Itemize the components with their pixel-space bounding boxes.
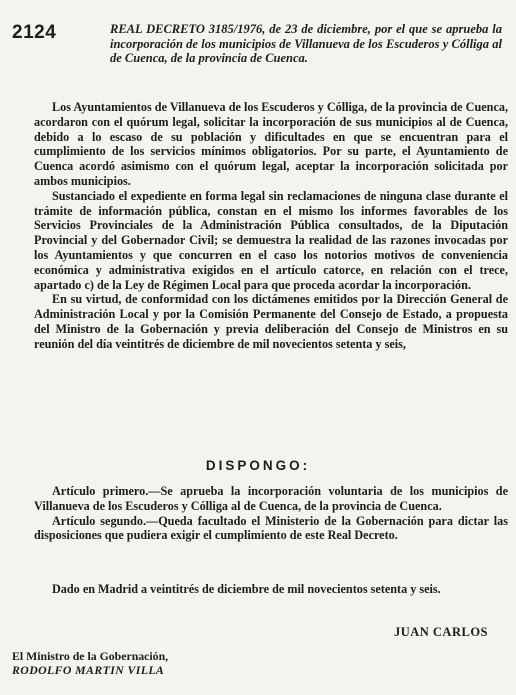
minister-name: RODOLFO MARTIN VILLA	[12, 662, 165, 677]
decree-number: 2124	[12, 22, 57, 43]
paragraph: Sustanciado el expediente en forma legal sin reclamaciones de ninguna clase durante el trámite de información pública, constan en el mismo los informes favorables de los Servicios Provinciales de la Administración Pública consultados, de la Diputación Provincial y del Gobernador Civil; se demuestra la realidad de las razones invocadas por los Ayuntamientos y que concurren en el caso los notorios motivos de conveniencia económica y administrativa exigidos en el artículo catorce, en relación con el trece, apartado c) de la Ley de Régimen Local para que proceda acordar la incorporación.	[34, 188, 508, 292]
article: Artículo primero.—Se aprueba la incorporación voluntaria de los municipios de Villanueva de los Escuderos y Cólliga al de Cuenca, de la provincia de Cuenca.	[34, 484, 508, 513]
articles	[34, 484, 508, 543]
article: Artículo segundo.—Queda facultado el Ministerio de la Gobernación para dictar las disposiciones que pudiera exigir el cumplimiento de este Real Decreto.	[34, 513, 508, 543]
closing-text: Dado en Madrid a veintitrés de diciembre de mil novecientos setenta y seis.	[52, 582, 441, 596]
king-signature: JUAN CARLOS	[393, 625, 488, 639]
preamble	[34, 100, 508, 352]
closing	[34, 582, 508, 597]
decree-title: REAL DECRETO 3185/1976, de 23 de diciembre, por el que se aprueba la incorporación de los municipios de Villanueva de los Escuderos y Cólliga al de Cuenca, de la provincia de Cuenca.	[110, 22, 502, 65]
minister-title: El Ministro de la Gobernación,	[12, 649, 169, 663]
minister-signature	[12, 650, 168, 677]
paragraph: Los Ayuntamientos de Villanueva de los Escuderos y Cólliga, de la provincia de Cuenca, acordaron con el quórum legal, solicitar la incorporación de sus municipios al de Cuenca, debido a lo escaso de su población y dificultades en que se encuentran para el cumplimiento de los servicios mínimos obligatorios. Por su parte, el Ayuntamiento de Cuenca acordó asimismo con el quórum legal, aceptar la incorporación solicitada por ambos municipios.	[34, 100, 508, 188]
paragraph: En su virtud, de conformidad con los dictámenes emitidos por la Dirección General de Administración Local y por la Comisión Permanente del Consejo de Estado, a propuesta del Ministro de la Gobernación y previa deliberación del Consejo de Ministros en su reunión del día veintitrés de diciembre de mil novecientos setenta y seis,	[34, 292, 508, 351]
dispongo-heading: DISPONGO:	[205, 458, 311, 473]
